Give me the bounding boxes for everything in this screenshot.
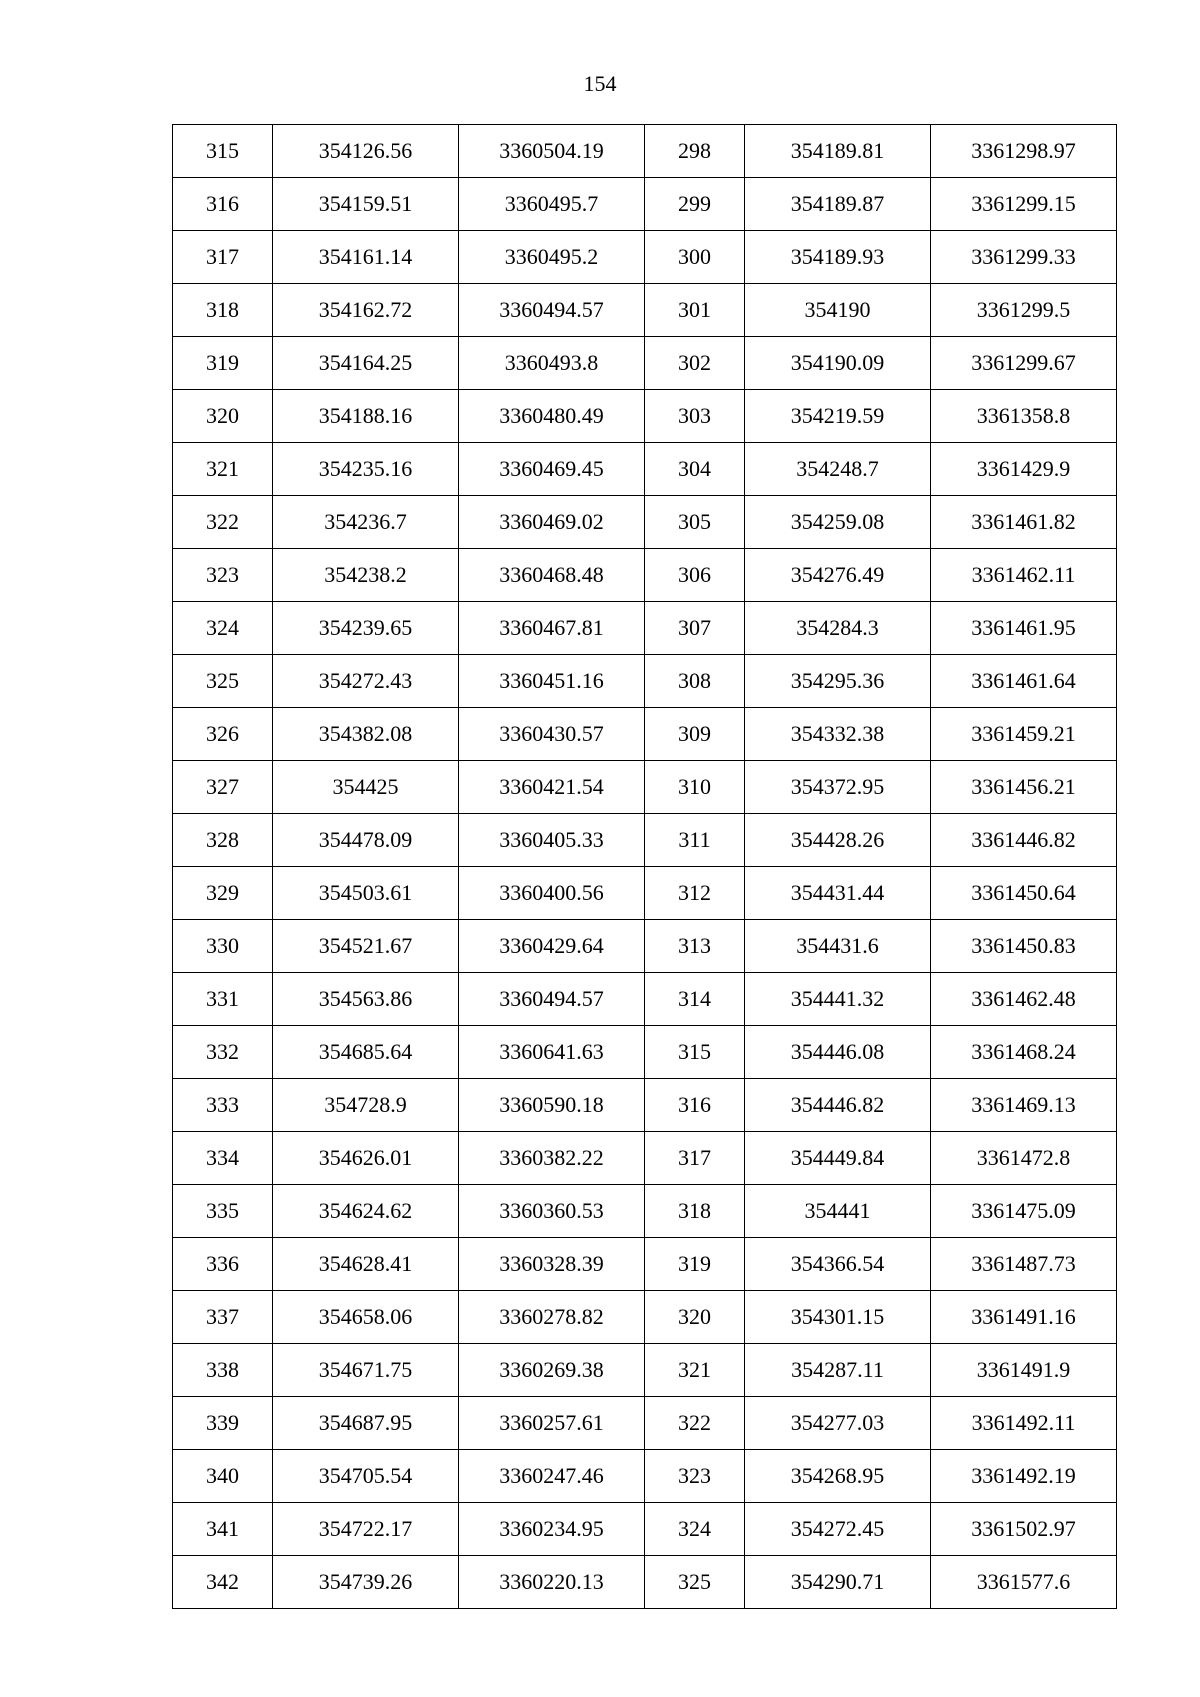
table-cell-point-number: 315 xyxy=(173,125,273,178)
table-cell-y-coordinate: 3361299.33 xyxy=(931,231,1117,284)
table-row xyxy=(173,443,1117,496)
table-cell-point-number: 302 xyxy=(645,337,745,390)
table-cell-point-number: 320 xyxy=(173,390,273,443)
table-row xyxy=(173,1450,1117,1503)
table-cell-x-coordinate: 354287.11 xyxy=(745,1344,931,1397)
table-cell-point-number: 328 xyxy=(173,814,273,867)
table-cell-y-coordinate: 3361298.97 xyxy=(931,125,1117,178)
table-cell-x-coordinate: 354449.84 xyxy=(745,1132,931,1185)
table-cell-x-coordinate: 354425 xyxy=(273,761,459,814)
table-row xyxy=(173,1344,1117,1397)
table-cell-x-coordinate: 354259.08 xyxy=(745,496,931,549)
table-cell-y-coordinate: 3361459.21 xyxy=(931,708,1117,761)
table-cell-y-coordinate: 3360467.81 xyxy=(459,602,645,655)
table-cell-point-number: 316 xyxy=(645,1079,745,1132)
table-cell-y-coordinate: 3361461.95 xyxy=(931,602,1117,655)
table-cell-y-coordinate: 3360504.19 xyxy=(459,125,645,178)
table-row xyxy=(173,337,1117,390)
table-cell-point-number: 325 xyxy=(173,655,273,708)
table-row xyxy=(173,496,1117,549)
table-row xyxy=(173,973,1117,1026)
table-cell-x-coordinate: 354188.16 xyxy=(273,390,459,443)
table-cell-point-number: 310 xyxy=(645,761,745,814)
table-cell-y-coordinate: 3361491.16 xyxy=(931,1291,1117,1344)
table-cell-x-coordinate: 354268.95 xyxy=(745,1450,931,1503)
table-cell-x-coordinate: 354238.2 xyxy=(273,549,459,602)
table-cell-x-coordinate: 354626.01 xyxy=(273,1132,459,1185)
table-cell-x-coordinate: 354332.38 xyxy=(745,708,931,761)
table-cell-y-coordinate: 3361462.11 xyxy=(931,549,1117,602)
table-cell-point-number: 336 xyxy=(173,1238,273,1291)
table-cell-x-coordinate: 354248.7 xyxy=(745,443,931,496)
table-cell-y-coordinate: 3361450.83 xyxy=(931,920,1117,973)
table-cell-point-number: 312 xyxy=(645,867,745,920)
table-cell-point-number: 316 xyxy=(173,178,273,231)
table-cell-point-number: 340 xyxy=(173,1450,273,1503)
table-cell-x-coordinate: 354162.72 xyxy=(273,284,459,337)
table-cell-y-coordinate: 3360430.57 xyxy=(459,708,645,761)
table-cell-point-number: 323 xyxy=(645,1450,745,1503)
table-cell-x-coordinate: 354126.56 xyxy=(273,125,459,178)
table-row xyxy=(173,814,1117,867)
table-cell-x-coordinate: 354372.95 xyxy=(745,761,931,814)
table-cell-x-coordinate: 354190.09 xyxy=(745,337,931,390)
table-cell-point-number: 298 xyxy=(645,125,745,178)
table-cell-point-number: 304 xyxy=(645,443,745,496)
table-cell-y-coordinate: 3360278.82 xyxy=(459,1291,645,1344)
table-cell-x-coordinate: 354441 xyxy=(745,1185,931,1238)
table-cell-x-coordinate: 354446.82 xyxy=(745,1079,931,1132)
table-cell-y-coordinate: 3361502.97 xyxy=(931,1503,1117,1556)
table-row xyxy=(173,390,1117,443)
table-cell-point-number: 339 xyxy=(173,1397,273,1450)
table-row xyxy=(173,231,1117,284)
table-cell-y-coordinate: 3360234.95 xyxy=(459,1503,645,1556)
table-row xyxy=(173,1185,1117,1238)
table-cell-x-coordinate: 354658.06 xyxy=(273,1291,459,1344)
table-cell-y-coordinate: 3360257.61 xyxy=(459,1397,645,1450)
table-cell-point-number: 306 xyxy=(645,549,745,602)
table-cell-x-coordinate: 354478.09 xyxy=(273,814,459,867)
table-cell-y-coordinate: 3360451.16 xyxy=(459,655,645,708)
table-cell-x-coordinate: 354671.75 xyxy=(273,1344,459,1397)
table-cell-y-coordinate: 3360382.22 xyxy=(459,1132,645,1185)
table-cell-point-number: 307 xyxy=(645,602,745,655)
table-cell-y-coordinate: 3360220.13 xyxy=(459,1556,645,1609)
table-cell-point-number: 303 xyxy=(645,390,745,443)
table-cell-point-number: 331 xyxy=(173,973,273,1026)
table-cell-point-number: 309 xyxy=(645,708,745,761)
table-row xyxy=(173,1503,1117,1556)
table-cell-point-number: 313 xyxy=(645,920,745,973)
table-cell-x-coordinate: 354284.3 xyxy=(745,602,931,655)
table-cell-y-coordinate: 3360493.8 xyxy=(459,337,645,390)
table-cell-point-number: 319 xyxy=(173,337,273,390)
table-cell-x-coordinate: 354685.64 xyxy=(273,1026,459,1079)
table-cell-point-number: 341 xyxy=(173,1503,273,1556)
table-cell-x-coordinate: 354428.26 xyxy=(745,814,931,867)
table-cell-y-coordinate: 3361461.82 xyxy=(931,496,1117,549)
table-cell-y-coordinate: 3360494.57 xyxy=(459,973,645,1026)
table-cell-y-coordinate: 3360360.53 xyxy=(459,1185,645,1238)
table-cell-x-coordinate: 354624.62 xyxy=(273,1185,459,1238)
table-cell-x-coordinate: 354431.6 xyxy=(745,920,931,973)
table-cell-y-coordinate: 3361456.21 xyxy=(931,761,1117,814)
table-cell-x-coordinate: 354189.93 xyxy=(745,231,931,284)
table-cell-point-number: 324 xyxy=(645,1503,745,1556)
table-cell-point-number: 329 xyxy=(173,867,273,920)
table-cell-point-number: 342 xyxy=(173,1556,273,1609)
table-cell-y-coordinate: 3360468.48 xyxy=(459,549,645,602)
table-cell-x-coordinate: 354190 xyxy=(745,284,931,337)
table-cell-y-coordinate: 3360495.2 xyxy=(459,231,645,284)
table-cell-y-coordinate: 3361358.8 xyxy=(931,390,1117,443)
table-cell-x-coordinate: 354277.03 xyxy=(745,1397,931,1450)
table-cell-point-number: 338 xyxy=(173,1344,273,1397)
table-cell-x-coordinate: 354164.25 xyxy=(273,337,459,390)
table-cell-x-coordinate: 354239.65 xyxy=(273,602,459,655)
table-cell-point-number: 300 xyxy=(645,231,745,284)
table-cell-x-coordinate: 354276.49 xyxy=(745,549,931,602)
table-cell-x-coordinate: 354446.08 xyxy=(745,1026,931,1079)
table-cell-y-coordinate: 3360400.56 xyxy=(459,867,645,920)
table-cell-y-coordinate: 3360405.33 xyxy=(459,814,645,867)
table-cell-point-number: 330 xyxy=(173,920,273,973)
table-row xyxy=(173,1026,1117,1079)
table-cell-point-number: 335 xyxy=(173,1185,273,1238)
table-cell-x-coordinate: 354628.41 xyxy=(273,1238,459,1291)
table-cell-y-coordinate: 3361472.8 xyxy=(931,1132,1117,1185)
table-cell-y-coordinate: 3361299.67 xyxy=(931,337,1117,390)
table-cell-x-coordinate: 354431.44 xyxy=(745,867,931,920)
table-cell-point-number: 326 xyxy=(173,708,273,761)
table-cell-point-number: 314 xyxy=(645,973,745,1026)
table-cell-x-coordinate: 354272.45 xyxy=(745,1503,931,1556)
table-row xyxy=(173,602,1117,655)
table-cell-y-coordinate: 3361492.11 xyxy=(931,1397,1117,1450)
table-cell-x-coordinate: 354161.14 xyxy=(273,231,459,284)
table-cell-x-coordinate: 354503.61 xyxy=(273,867,459,920)
table-row xyxy=(173,867,1117,920)
table-cell-y-coordinate: 3360247.46 xyxy=(459,1450,645,1503)
table-row xyxy=(173,708,1117,761)
table-row xyxy=(173,1291,1117,1344)
table-cell-y-coordinate: 3360429.64 xyxy=(459,920,645,973)
table-cell-point-number: 317 xyxy=(173,231,273,284)
table-cell-point-number: 315 xyxy=(645,1026,745,1079)
table-cell-y-coordinate: 3361468.24 xyxy=(931,1026,1117,1079)
table-cell-y-coordinate: 3360590.18 xyxy=(459,1079,645,1132)
table-cell-x-coordinate: 354189.87 xyxy=(745,178,931,231)
table-row xyxy=(173,761,1117,814)
table-cell-x-coordinate: 354739.26 xyxy=(273,1556,459,1609)
table-row xyxy=(173,178,1117,231)
table-cell-y-coordinate: 3361429.9 xyxy=(931,443,1117,496)
table-cell-y-coordinate: 3361469.13 xyxy=(931,1079,1117,1132)
table-cell-y-coordinate: 3360641.63 xyxy=(459,1026,645,1079)
table-cell-x-coordinate: 354382.08 xyxy=(273,708,459,761)
table-cell-x-coordinate: 354301.15 xyxy=(745,1291,931,1344)
table-cell-x-coordinate: 354722.17 xyxy=(273,1503,459,1556)
table-cell-x-coordinate: 354235.16 xyxy=(273,443,459,496)
table-cell-x-coordinate: 354728.9 xyxy=(273,1079,459,1132)
table-cell-x-coordinate: 354563.86 xyxy=(273,973,459,1026)
table-cell-point-number: 325 xyxy=(645,1556,745,1609)
table-cell-y-coordinate: 3361462.48 xyxy=(931,973,1117,1026)
table-cell-x-coordinate: 354521.67 xyxy=(273,920,459,973)
table-cell-y-coordinate: 3360421.54 xyxy=(459,761,645,814)
table-cell-point-number: 308 xyxy=(645,655,745,708)
table-cell-x-coordinate: 354159.51 xyxy=(273,178,459,231)
table-cell-x-coordinate: 354441.32 xyxy=(745,973,931,1026)
table-row xyxy=(173,1132,1117,1185)
table-cell-x-coordinate: 354295.36 xyxy=(745,655,931,708)
table-row xyxy=(173,1397,1117,1450)
table-cell-x-coordinate: 354687.95 xyxy=(273,1397,459,1450)
table-row xyxy=(173,549,1117,602)
table-cell-y-coordinate: 3361299.15 xyxy=(931,178,1117,231)
table-cell-point-number: 318 xyxy=(645,1185,745,1238)
table-cell-point-number: 301 xyxy=(645,284,745,337)
table-cell-y-coordinate: 3360328.39 xyxy=(459,1238,645,1291)
table-cell-point-number: 311 xyxy=(645,814,745,867)
table-row xyxy=(173,125,1117,178)
table-cell-y-coordinate: 3361475.09 xyxy=(931,1185,1117,1238)
table-cell-point-number: 305 xyxy=(645,496,745,549)
table-cell-y-coordinate: 3361492.19 xyxy=(931,1450,1117,1503)
table-cell-y-coordinate: 3361487.73 xyxy=(931,1238,1117,1291)
table-cell-y-coordinate: 3360469.45 xyxy=(459,443,645,496)
table-cell-point-number: 333 xyxy=(173,1079,273,1132)
table-cell-x-coordinate: 354236.7 xyxy=(273,496,459,549)
table-cell-point-number: 317 xyxy=(645,1132,745,1185)
table-cell-y-coordinate: 3361491.9 xyxy=(931,1344,1117,1397)
table-cell-y-coordinate: 3361450.64 xyxy=(931,867,1117,920)
table-cell-point-number: 318 xyxy=(173,284,273,337)
table-cell-point-number: 321 xyxy=(173,443,273,496)
table-cell-point-number: 322 xyxy=(173,496,273,549)
table-cell-point-number: 322 xyxy=(645,1397,745,1450)
table-cell-point-number: 319 xyxy=(645,1238,745,1291)
coordinate-table-body xyxy=(173,125,1117,1609)
table-cell-y-coordinate: 3360469.02 xyxy=(459,496,645,549)
table-cell-point-number: 334 xyxy=(173,1132,273,1185)
table-cell-x-coordinate: 354290.71 xyxy=(745,1556,931,1609)
table-row xyxy=(173,655,1117,708)
table-cell-point-number: 320 xyxy=(645,1291,745,1344)
table-cell-x-coordinate: 354366.54 xyxy=(745,1238,931,1291)
table-cell-point-number: 332 xyxy=(173,1026,273,1079)
page-number: 154 xyxy=(583,71,617,96)
table-cell-point-number: 299 xyxy=(645,178,745,231)
table-row xyxy=(173,284,1117,337)
table-cell-y-coordinate: 3361577.6 xyxy=(931,1556,1117,1609)
table-cell-point-number: 337 xyxy=(173,1291,273,1344)
table-cell-y-coordinate: 3361299.5 xyxy=(931,284,1117,337)
table-cell-point-number: 327 xyxy=(173,761,273,814)
table-cell-y-coordinate: 3361461.64 xyxy=(931,655,1117,708)
table-row xyxy=(173,1238,1117,1291)
table-cell-y-coordinate: 3360480.49 xyxy=(459,390,645,443)
table-row xyxy=(173,920,1117,973)
table-cell-x-coordinate: 354272.43 xyxy=(273,655,459,708)
table-cell-y-coordinate: 3360494.57 xyxy=(459,284,645,337)
table-cell-x-coordinate: 354189.81 xyxy=(745,125,931,178)
table-cell-y-coordinate: 3361446.82 xyxy=(931,814,1117,867)
table-cell-point-number: 323 xyxy=(173,549,273,602)
table-cell-y-coordinate: 3360495.7 xyxy=(459,178,645,231)
table-row xyxy=(173,1556,1117,1609)
table-row xyxy=(173,1079,1117,1132)
coordinate-table xyxy=(172,124,1117,1609)
table-cell-x-coordinate: 354705.54 xyxy=(273,1450,459,1503)
table-cell-x-coordinate: 354219.59 xyxy=(745,390,931,443)
table-cell-y-coordinate: 3360269.38 xyxy=(459,1344,645,1397)
table-cell-point-number: 321 xyxy=(645,1344,745,1397)
table-cell-point-number: 324 xyxy=(173,602,273,655)
